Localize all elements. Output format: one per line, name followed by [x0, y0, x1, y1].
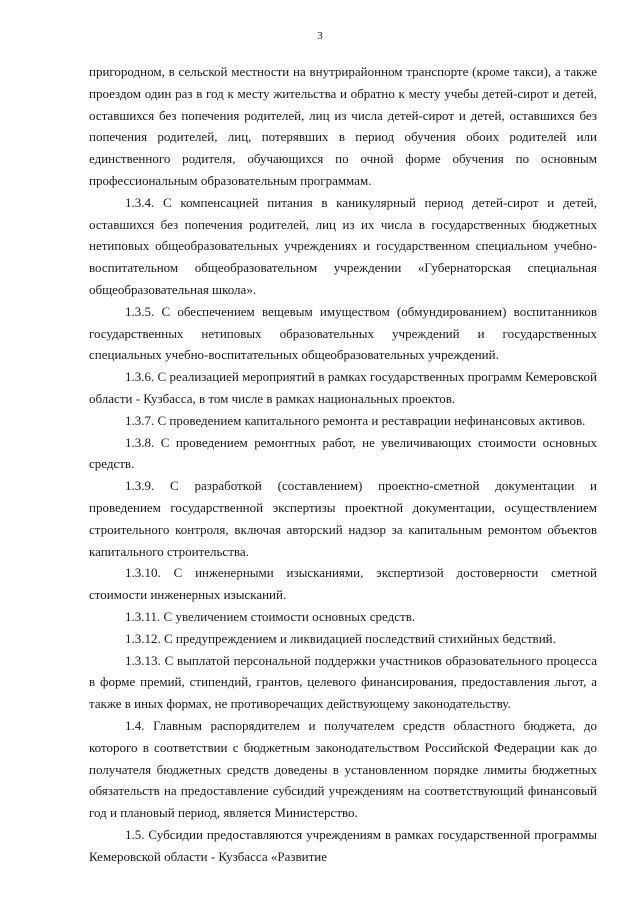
- paragraph-1-3-8: 1.3.8. С проведением ремонтных работ, не увеличивающих стоимости основных средств.: [89, 434, 597, 472]
- paragraph-1-3-9: 1.3.9. С разработкой (составлением) проектно-сметной документации и проведением государственной экспертизы проектной документации, осуществлением строительного контроля, включая авторский надзор за капитальным ремонтом объектов капитального строительства.: [89, 478, 597, 559]
- paragraph-continuation: пригородном, в сельской местности на внутрирайонном транспорте (кроме такси), а также проездом один раз в год к месту жительства и обратно к месту учебы детей-сирот и детей, оставшихся без попечения родителей, лиц из числа детей-сирот и детей, оставшихся без попечения родителей, лиц, потерявших в период обучения обоих родителей или единственного родителя, обучающихся по очной форме обучения по основным профессиональным образовательным программам.: [89, 64, 597, 188]
- paragraph-1-3-7: 1.3.7. С проведением капитального ремонта и реставрации нефинансовых активов.: [125, 412, 586, 428]
- paragraph-1-3-4: 1.3.4. С компенсацией питания в каникулярный период детей-сирот и детей, оставшихся без попечения родителей, лиц из их числа в государственных бюджетных нетиповых общеобразовательных учреждениях и государственном специальном учебно-воспитательном общеобразовательном учреждении «Губернаторская специальная общеобразовательная школа».: [89, 194, 597, 297]
- paragraph-1-4: 1.4. Главным распорядителем и получателем средств областного бюджета, до которого в соответствии с бюджетным законодательством Российской Федерации как до получателя бюджетных средств доведены в установленном порядке лимиты бюджетных обязательств на предоставление субсидий учреждениям на соответствующий финансовый год и плановый период, является Министерство.: [89, 717, 597, 821]
- paragraph-1-3-6: 1.3.6. С реализацией мероприятий в рамках государственных программ Кемеровской области - Кузбасса, в том числе в рамках национальных проектов.: [89, 369, 597, 406]
- paragraph-1-3-13: 1.3.13. С выплатой персональной поддержки участников образовательного процесса в форме премий, стипендий, грантов, целевого финансирования, предоставления льгот, а также в иных формах, не противоречащих действующему законодательству.: [89, 652, 597, 712]
- document-body: [89, 61, 597, 867]
- paragraph-1-3-5: 1.3.5. С обеспечением вещевым имуществом (обмундированием) воспитанников государственных нетиповых образовательных учреждений и государственных специальных учебно-воспитательных общеобразовательных учреждений.: [89, 303, 597, 363]
- paragraph-1-3-12: 1.3.12. С предупреждением и ликвидацией последствий стихийных бедствий.: [125, 630, 556, 646]
- page-number: 3: [317, 30, 323, 42]
- paragraph-1-5: 1.5. Субсидии предоставляются учреждениям в рамках государственной программы Кемеровской области - Кузбасса «Развитие: [89, 826, 597, 864]
- paragraph-1-3-11: 1.3.11. С увеличением стоимости основных средств.: [125, 608, 416, 624]
- paragraph-1-3-10: 1.3.10. С инженерными изысканиями, экспертизой достоверности сметной стоимости инженерных изысканий.: [89, 565, 597, 603]
